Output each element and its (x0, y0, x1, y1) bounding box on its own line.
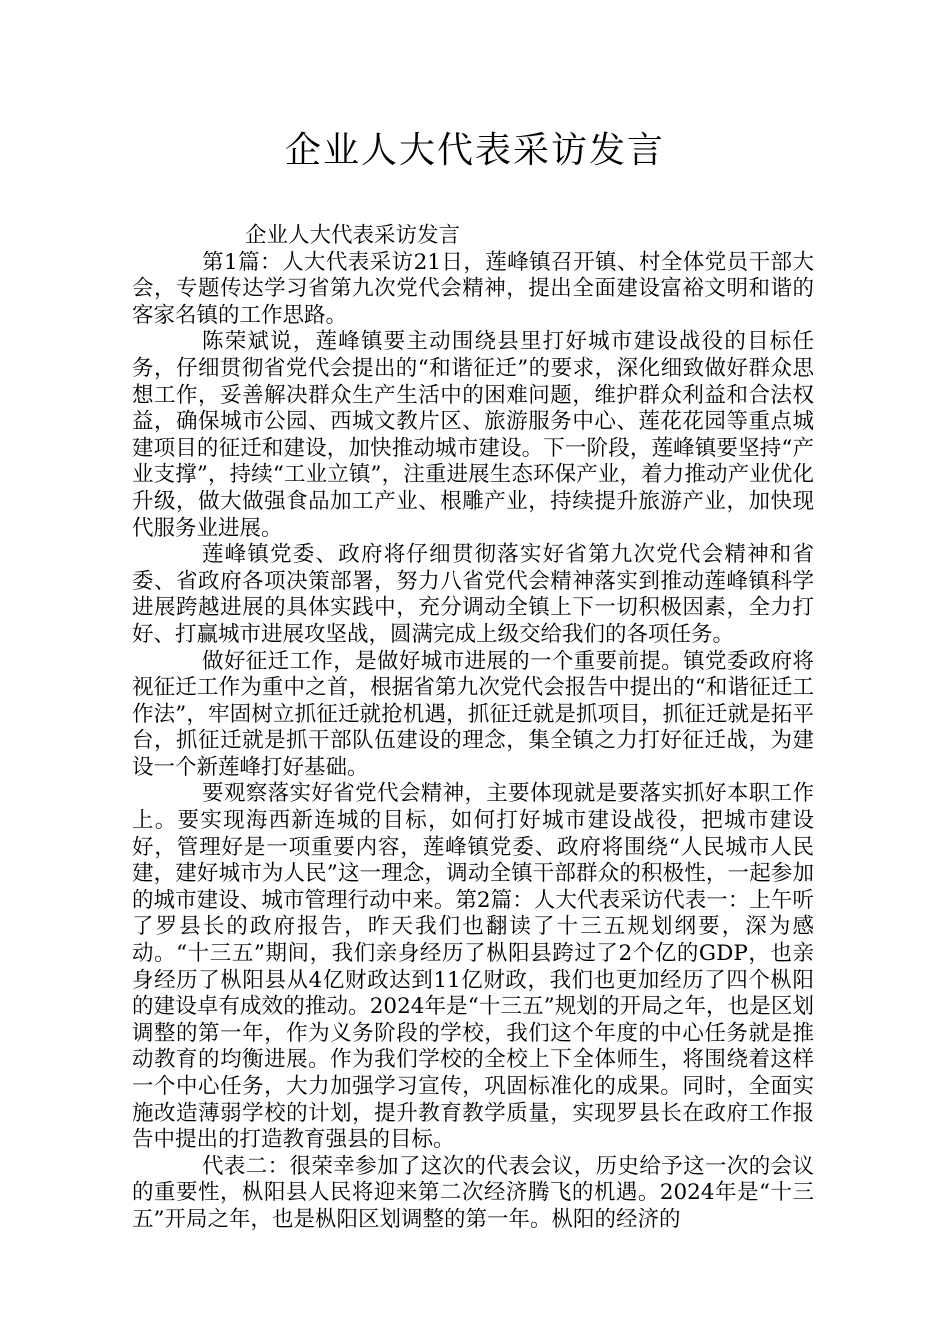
paragraph-2: 陈荣斌说，莲峰镇要主动围绕县里打好城市建设战役的目标任务，仔细贯彻省党代会提出的“和谐征迁”的要求，深化细致做好群众思想工作，妥善解决群众生产生活中的困难问题，维护群众利益和合法权益，确保城市公园、西城文教片区、旅游服务中心、莲花花园等重点城建项目的征迁和建设，加快推动城市建设。下一阶段，莲峰镇要坚持“产业支撑”，持续“工业立镇”，注重进展生态环保产业，着力推动产业优化升级，做大做强食品加工产业、根雕产业，持续提升旅游产业，加快现代服务业进展。 (132, 329, 814, 541)
document-title: 企业人大代表采访发言 (284, 130, 665, 171)
paragraph-5: 要观察落实好省党代会精神，主要体现就是要落实抓好本职工作上。要实现海西新连城的目标，如何打好城市建设战役，把城市建设好，管理好是一项重要内容，莲峰镇党委、政府将围绕“人民城市人民建，建好城市为人民”这一理念，调动全镇干部群众的积极性，一起参加的城市建设、城市管理行动中来。第2篇：人大代表采访代表一：上午听了罗县长的政府报告，昨天我们也翻读了十三五规划纲要，深为感动。“十三五”期间，我们亲身经历了枞阳县跨过了2个亿的GDP，也亲身经历了枞阳县从4亿财政达到11亿财政，我们也更加经历了四个枞阳的建设卓有成效的推动。2024年是“十三五”规划的开局之年，也是区划调整的第一年，作为义务阶段的学校，我们这个年度的中心任务就是推动教育的均衡进展。作为我们学校的全校上下全体师生，将围绕着这样一个中心任务，大力加强学习宣传，巩固标准化的成果。同时，全面实施改造薄弱学校的计划，提升教育教学质量，实现罗县长在政府工作报告中提出的打造教育强县的目标。 (132, 781, 814, 1153)
paragraph-1: 第1篇：人大代表采访21日，莲峰镇召开镇、村全体党员干部大会，专题传达学习省第九次党代会精神，提出全面建设富裕文明和谐的客家名镇的工作思路。 (132, 249, 814, 328)
document-body (132, 223, 814, 1234)
paragraph-6: 代表二：很荣幸参加了这次的代表会议，历史给予这一次的会议的重要性，枞阳县人民将迎来第二次经济腾飞的机遇。2024年是“十三五”开局之年，也是枞阳区划调整的第一年。枞阳的经济的 (132, 1153, 814, 1232)
paragraph-3: 莲峰镇党委、政府将仔细贯彻落实好省第九次党代会精神和省委、省政府各项决策部署，努力八省党代会精神落实到推动莲峰镇科学进展跨越进展的具体实践中，充分调动全镇上下一切积极因素，全力打好、打赢城市进展攻坚战，圆满完成上级交给我们的各项任务。 (132, 542, 814, 647)
paragraph-4: 做好征迁工作，是做好城市进展的一个重要前提。镇党委政府将视征迁工作为重中之首，根据省第九次党代会报告中提出的“和谐征迁工作法”，牢固树立抓征迁就抢机遇，抓征迁就是抓项目，抓征迁就是拓平台，抓征迁就是抓干部队伍建设的理念，集全镇之力打好征迁战，为建设一个新莲峰打好基础。 (132, 648, 814, 780)
document-subtitle: 企业人大代表采访发言 (245, 223, 461, 248)
